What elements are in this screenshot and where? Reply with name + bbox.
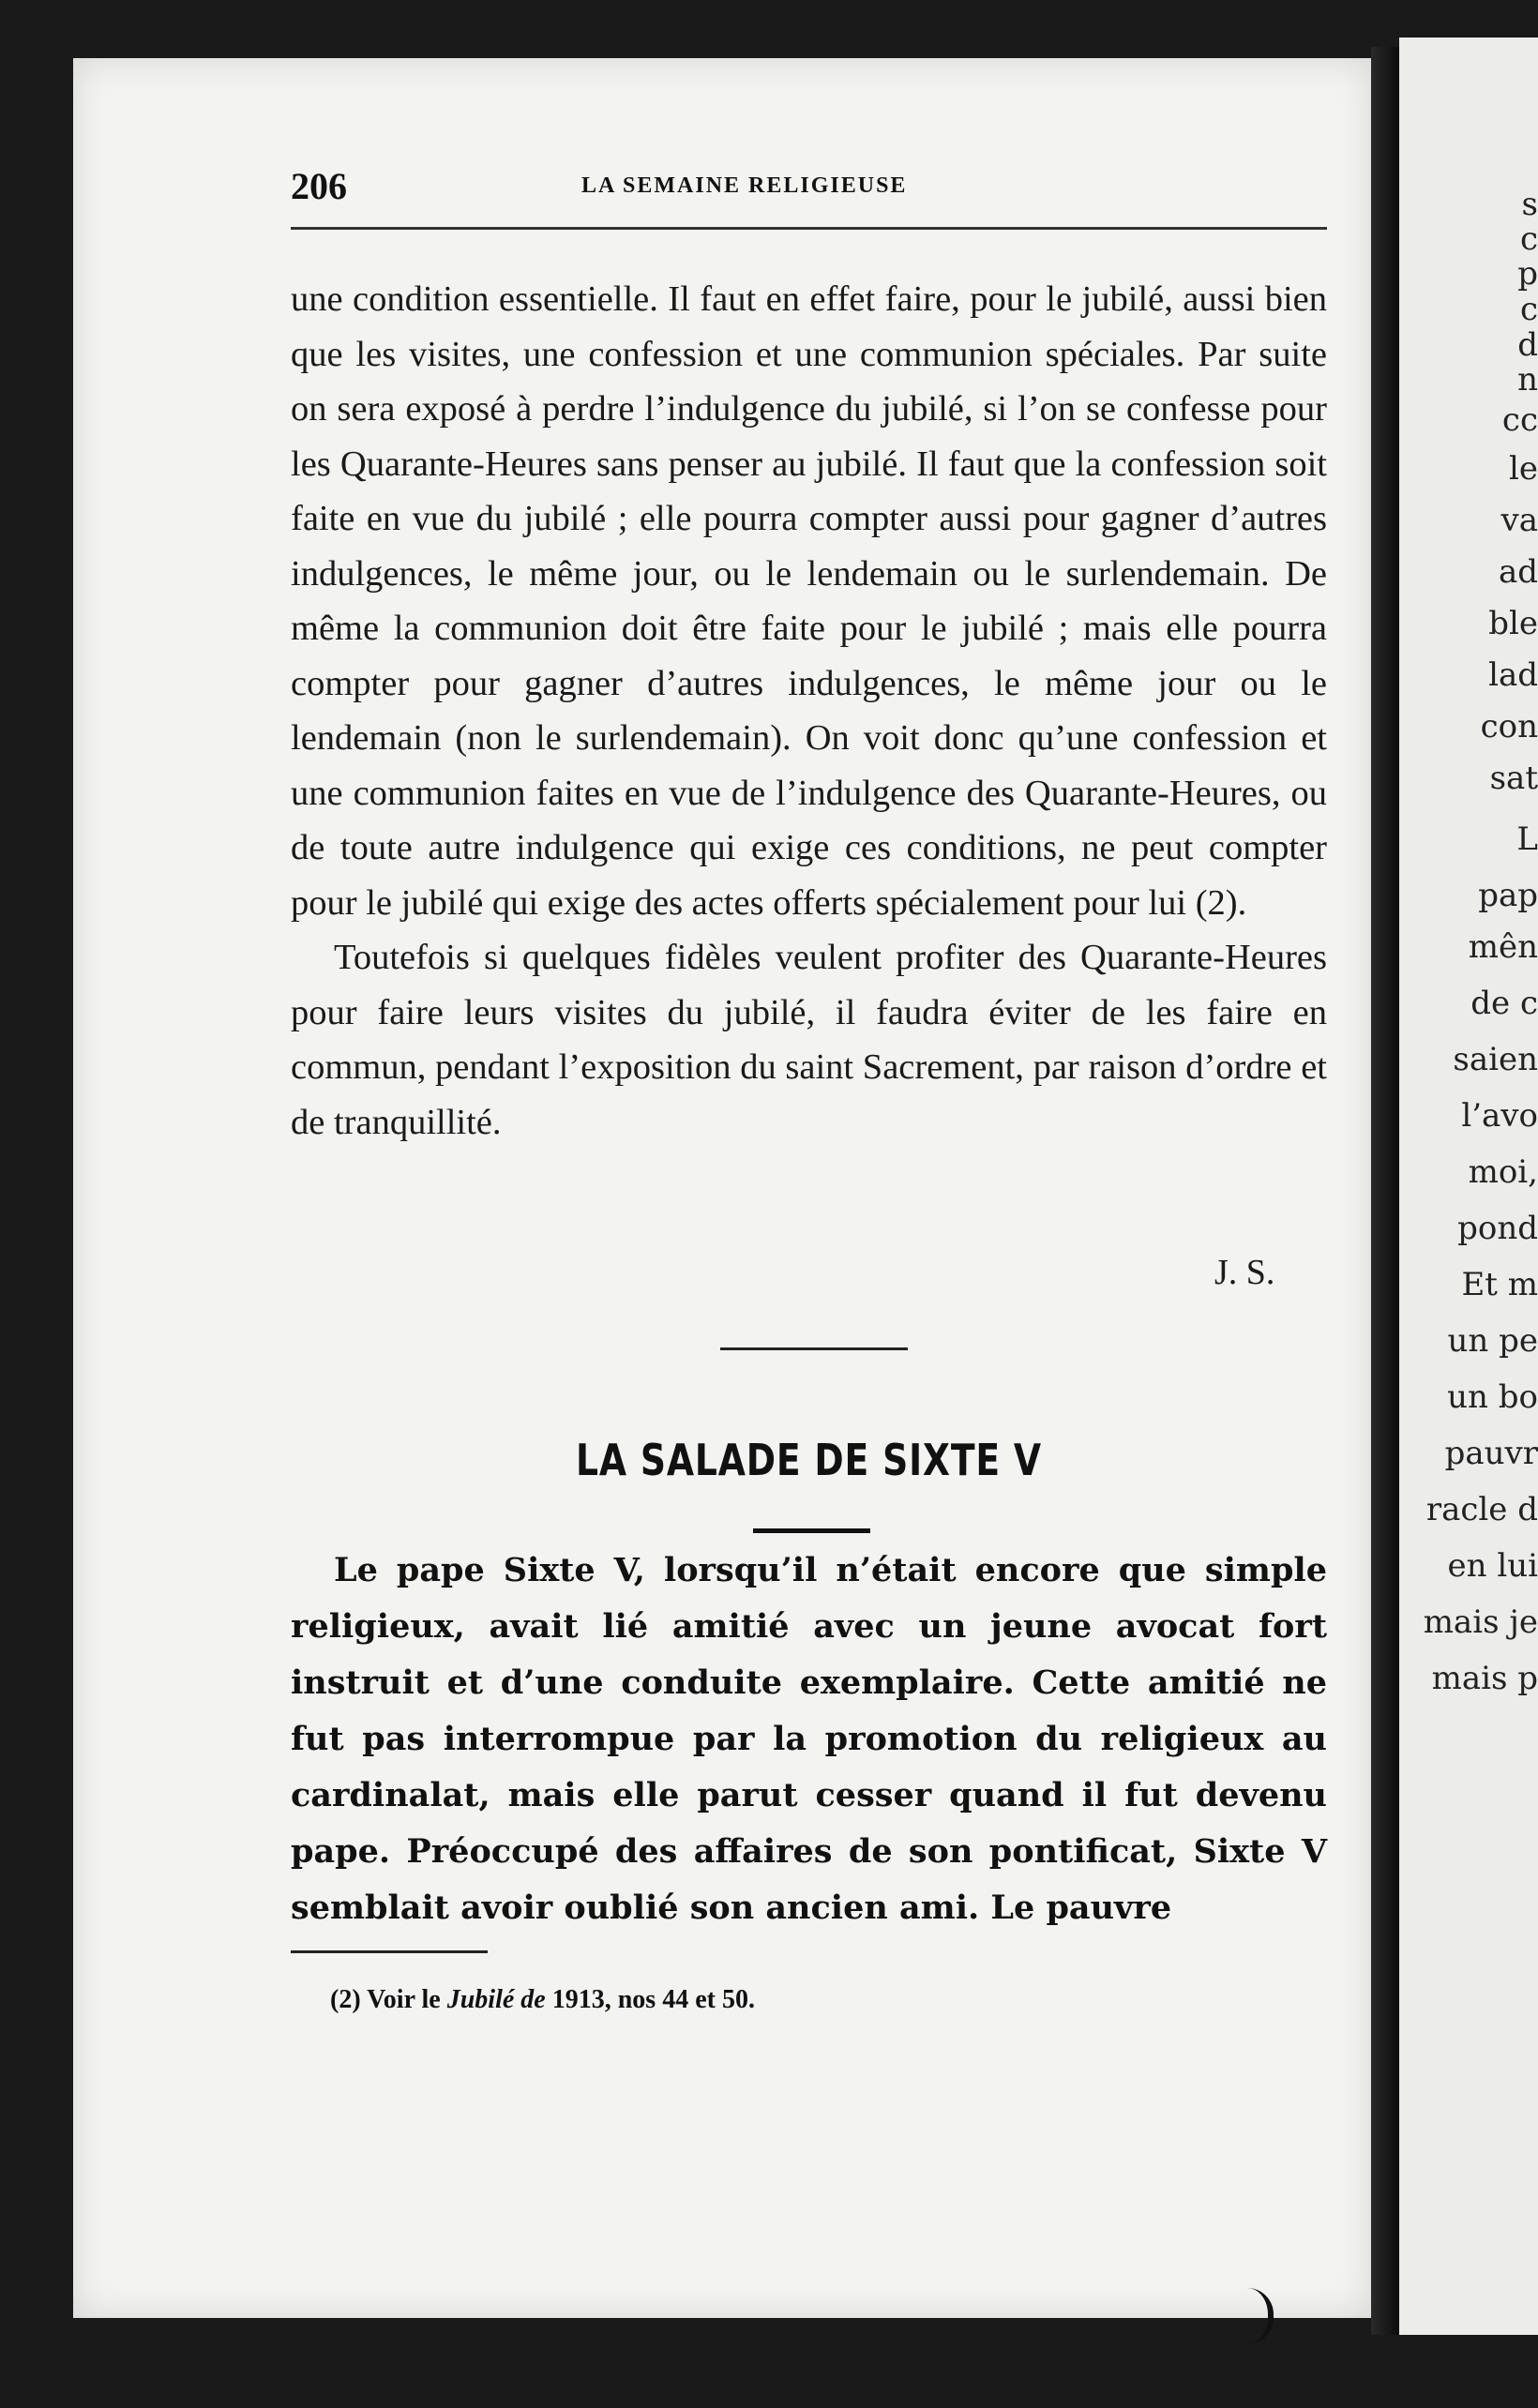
facing-page-text: en lui xyxy=(1447,1547,1538,1585)
paragraph: Toutefois si quelques fidèles veulent profiter des Quarante-Heures pour faire leurs visites du jubilé, il faudra éviter de les faire en commun, pendant l’exposition du saint Sacrement, par raison d’ordre et de tranquillité. xyxy=(291,938,1327,1142)
facing-page-text: moi, xyxy=(1468,1153,1538,1191)
paragraph: une condition essentielle. Il faut en effet faire, pour le jubilé, aussi bien que les visites, une confession et une communion spéciales. Par suite on sera exposé à perdre l’indulgence du jubilé, si l’on se confesse pour les Quarante-Heures sans penser au jubilé. Il faut que la confession soit faite en vue du jubilé ; elle pourra compter aussi pour gagner d’autres indulgences, le même jour, ou le lendemain ou le surlendemain. De même la communion doit être faite pour le jubilé ; mais elle pourra compter pour gagner d’autres indulgences, le même jour ou le lendemain (non le surlendemain). On voit donc qu’une confession et une communion faites en vue de l’indulgence des Quarante-Heures, ou de toute autre indulgence qui exige ces conditions, ne peut compter pour le jubilé qui exige des actes offerts spécialement pour lui (2). xyxy=(291,279,1327,923)
facing-page-text: mên xyxy=(1468,928,1538,966)
footnote xyxy=(330,1985,755,2015)
footnote-marker: (2) xyxy=(330,1985,361,2014)
facing-page-text: va xyxy=(1500,502,1538,539)
footnote-italic-text: Jubilé de xyxy=(446,1985,546,2014)
facing-page-text: ad xyxy=(1498,553,1538,591)
page-header xyxy=(291,164,1327,211)
footnote-divider xyxy=(291,1950,488,1953)
facing-page-text: s xyxy=(1521,186,1538,223)
facing-page-text: n xyxy=(1517,361,1538,399)
facing-page-text: l’avo xyxy=(1461,1097,1538,1135)
story-body xyxy=(291,1543,1327,1936)
facing-page-text: Et m xyxy=(1461,1266,1538,1303)
facing-page-text: pauvr xyxy=(1444,1435,1538,1472)
facing-page-text: saien xyxy=(1453,1041,1538,1078)
page-gutter xyxy=(1371,47,1399,2335)
facing-page-text: sat xyxy=(1489,760,1538,797)
facing-page-text: pap xyxy=(1478,877,1538,914)
facing-page-text: c xyxy=(1519,291,1538,328)
facing-page-text: lad xyxy=(1488,656,1538,694)
facing-page-text: cc xyxy=(1501,401,1538,439)
facing-page-text: le xyxy=(1509,450,1538,488)
section-title: LA SALADE DE SIXTE V xyxy=(576,1435,1042,1485)
facing-page-text: racle d xyxy=(1425,1491,1538,1528)
facing-page-text: un pe xyxy=(1447,1322,1538,1360)
facing-page-text: pond xyxy=(1457,1210,1538,1247)
author-signature: J. S. xyxy=(1214,1253,1275,1292)
running-head: LA SEMAINE RELIGIEUSE xyxy=(581,173,908,198)
facing-page-fragment xyxy=(1399,38,1538,2335)
header-divider xyxy=(291,227,1327,230)
section-divider xyxy=(720,1347,908,1350)
facing-page-text: ble xyxy=(1488,605,1538,642)
facing-page-text: mais p xyxy=(1431,1660,1538,1697)
footnote-text: Voir le xyxy=(367,1985,441,2014)
facing-page-text: p xyxy=(1517,255,1538,293)
facing-page-text: d xyxy=(1517,326,1538,364)
page-number: 206 xyxy=(291,165,347,207)
facing-page-text: L xyxy=(1516,820,1538,858)
footnote-text: 1913, nos 44 et 50. xyxy=(551,1985,755,2014)
title-underline xyxy=(753,1528,870,1533)
facing-page-text: con xyxy=(1480,708,1538,745)
facing-page-text: mais je xyxy=(1423,1603,1538,1641)
paragraph: Le pape Sixte V, lorsqu’il n’était encore que simple religieux, avait lié amitié avec un jeune avocat fort instruit et d’une conduite exemplaire. Cette amitié ne fut pas interrompue par la promotion du religieux au cardinalat, mais elle parut cesser quand il fut devenu pape. Préoccupé des affaires de son pontificat, Sixte V semblait avoir oublié son ancien ami. Le pauvre xyxy=(291,1551,1327,1927)
facing-page-text: de c xyxy=(1470,985,1538,1022)
article-body xyxy=(291,272,1327,1150)
facing-page-text: un bo xyxy=(1447,1378,1538,1416)
facing-page-text: c xyxy=(1519,220,1538,258)
